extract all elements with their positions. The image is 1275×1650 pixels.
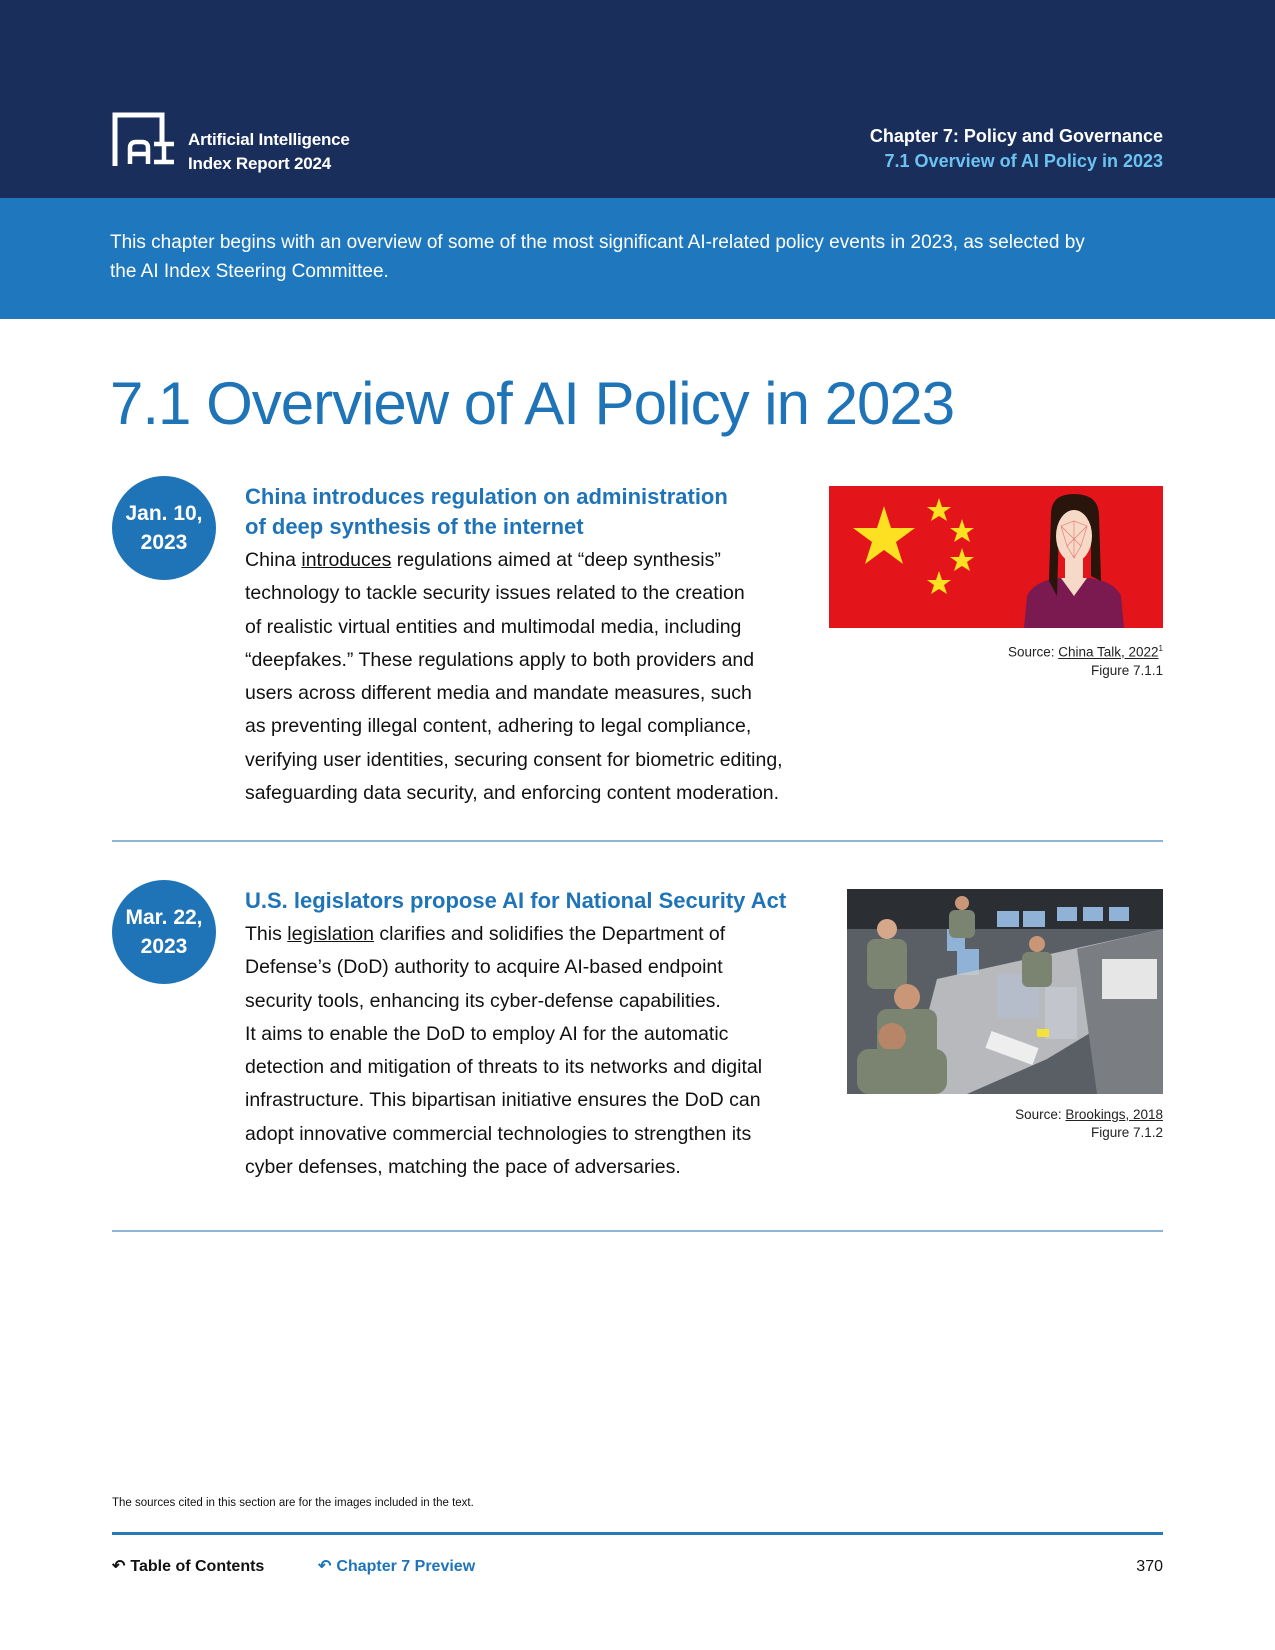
china-deepfake-image [829, 486, 1163, 628]
legislation-link[interactable]: legislation [287, 923, 374, 945]
section-divider [112, 1230, 1163, 1232]
body-line: users across different media and mandate measures, such [245, 682, 752, 705]
chapter-title: Chapter 7: Policy and Governance [869, 126, 1163, 146]
date-line-2: 2023 [140, 531, 188, 554]
footnote-marker: 1 [1158, 644, 1163, 653]
date-line-2: 2023 [140, 935, 188, 958]
event-description [245, 918, 762, 1184]
source-label: Source: [1015, 1107, 1066, 1122]
body-line: It aims to enable the DoD to employ AI for the automatic [245, 1022, 729, 1045]
section-divider [112, 840, 1163, 842]
chapter-preview-link[interactable] [318, 1556, 475, 1578]
section-title: 7.1 Overview of AI Policy in 2023 [884, 151, 1163, 171]
body-line: cyber defenses, matching the pace of adversaries. [245, 1156, 681, 1179]
report-brand [188, 128, 350, 176]
body-line: Defense’s (DoD) authority to acquire AI-based endpoint [245, 956, 723, 979]
figure-caption [1015, 1106, 1163, 1142]
event-heading [245, 482, 728, 542]
body-line: “deepfakes.” These regulations apply to both providers and [245, 648, 755, 671]
body-text: regulations aimed at “deep synthesis” [391, 549, 721, 571]
body-line: security tools, enhancing its cyber-defense capabilities. [245, 989, 721, 1012]
source-link[interactable]: Brookings, 2018 [1065, 1107, 1163, 1122]
body-line: technology to tackle security issues related to the creation [245, 582, 745, 605]
intro-line-1: This chapter begins with an overview of some of the most significant AI-related policy events in 2023, as selected by [110, 232, 1085, 253]
return-arrow-icon: ↶ [318, 1558, 332, 1575]
body-line: safeguarding data security, and enforcing content moderation. [245, 782, 780, 805]
heading-line-1: China introduces regulation on administration [245, 484, 728, 509]
figure-caption [1008, 640, 1163, 680]
body-line: adopt innovative commercial technologies to strengthen its [245, 1122, 752, 1145]
body-line: detection and mitigation of threats to its networks and digital [245, 1056, 763, 1079]
chapter-breadcrumb [870, 124, 1163, 174]
body-line: of realistic virtual entities and multimodal media, including [245, 615, 742, 638]
chapter-intro [110, 228, 1170, 286]
body-text: clarifies and solidifies the Department of [374, 923, 726, 945]
heading-line-2: of deep synthesis of the internet [245, 514, 584, 539]
figure-number: Figure 7.1.2 [1090, 1125, 1163, 1140]
figure-number: Figure 7.1.1 [1090, 662, 1163, 678]
page-number: 370 [1136, 1558, 1163, 1575]
footnote: The sources cited in this section are for the images included in the text. [112, 1497, 474, 1509]
event-description [245, 544, 783, 810]
return-arrow-icon: ↶ [112, 1558, 126, 1575]
body-line: verifying user identities, securing consent for biometric editing, [245, 748, 783, 771]
cyber-operations-photo [847, 889, 1163, 1094]
source-link[interactable]: China Talk, 2022 [1058, 644, 1159, 660]
body-text: This [245, 923, 288, 945]
brand-line-2: Index Report 2024 [188, 154, 332, 173]
event-heading [245, 886, 786, 916]
toc-label: Table of Contents [130, 1558, 265, 1575]
table-of-contents-link[interactable] [112, 1556, 264, 1578]
page-title: 7.1 Overview of AI Policy in 2023 [110, 370, 955, 437]
intro-line-2: the AI Index Steering Committee. [110, 261, 389, 282]
footer-divider [112, 1532, 1163, 1535]
date-line-1: Jan. 10, [125, 502, 203, 525]
chapter-preview-label: Chapter 7 Preview [336, 1558, 476, 1575]
source-label: Source: [1007, 644, 1059, 660]
brand-line-1: Artificial Intelligence [188, 130, 350, 149]
body-text: China [245, 549, 302, 571]
event-date-badge [112, 476, 216, 580]
ai-index-logo-icon [112, 112, 176, 166]
date-line-1: Mar. 22, [125, 906, 203, 929]
event-date-badge [112, 880, 216, 984]
heading-line-1: U.S. legislators propose AI for National Security Act [245, 888, 787, 913]
introduces-link[interactable]: introduces [301, 549, 392, 571]
body-line: as preventing illegal content, adhering to legal compliance, [245, 715, 752, 738]
body-line: infrastructure. This bipartisan initiative ensures the DoD can [245, 1089, 761, 1112]
